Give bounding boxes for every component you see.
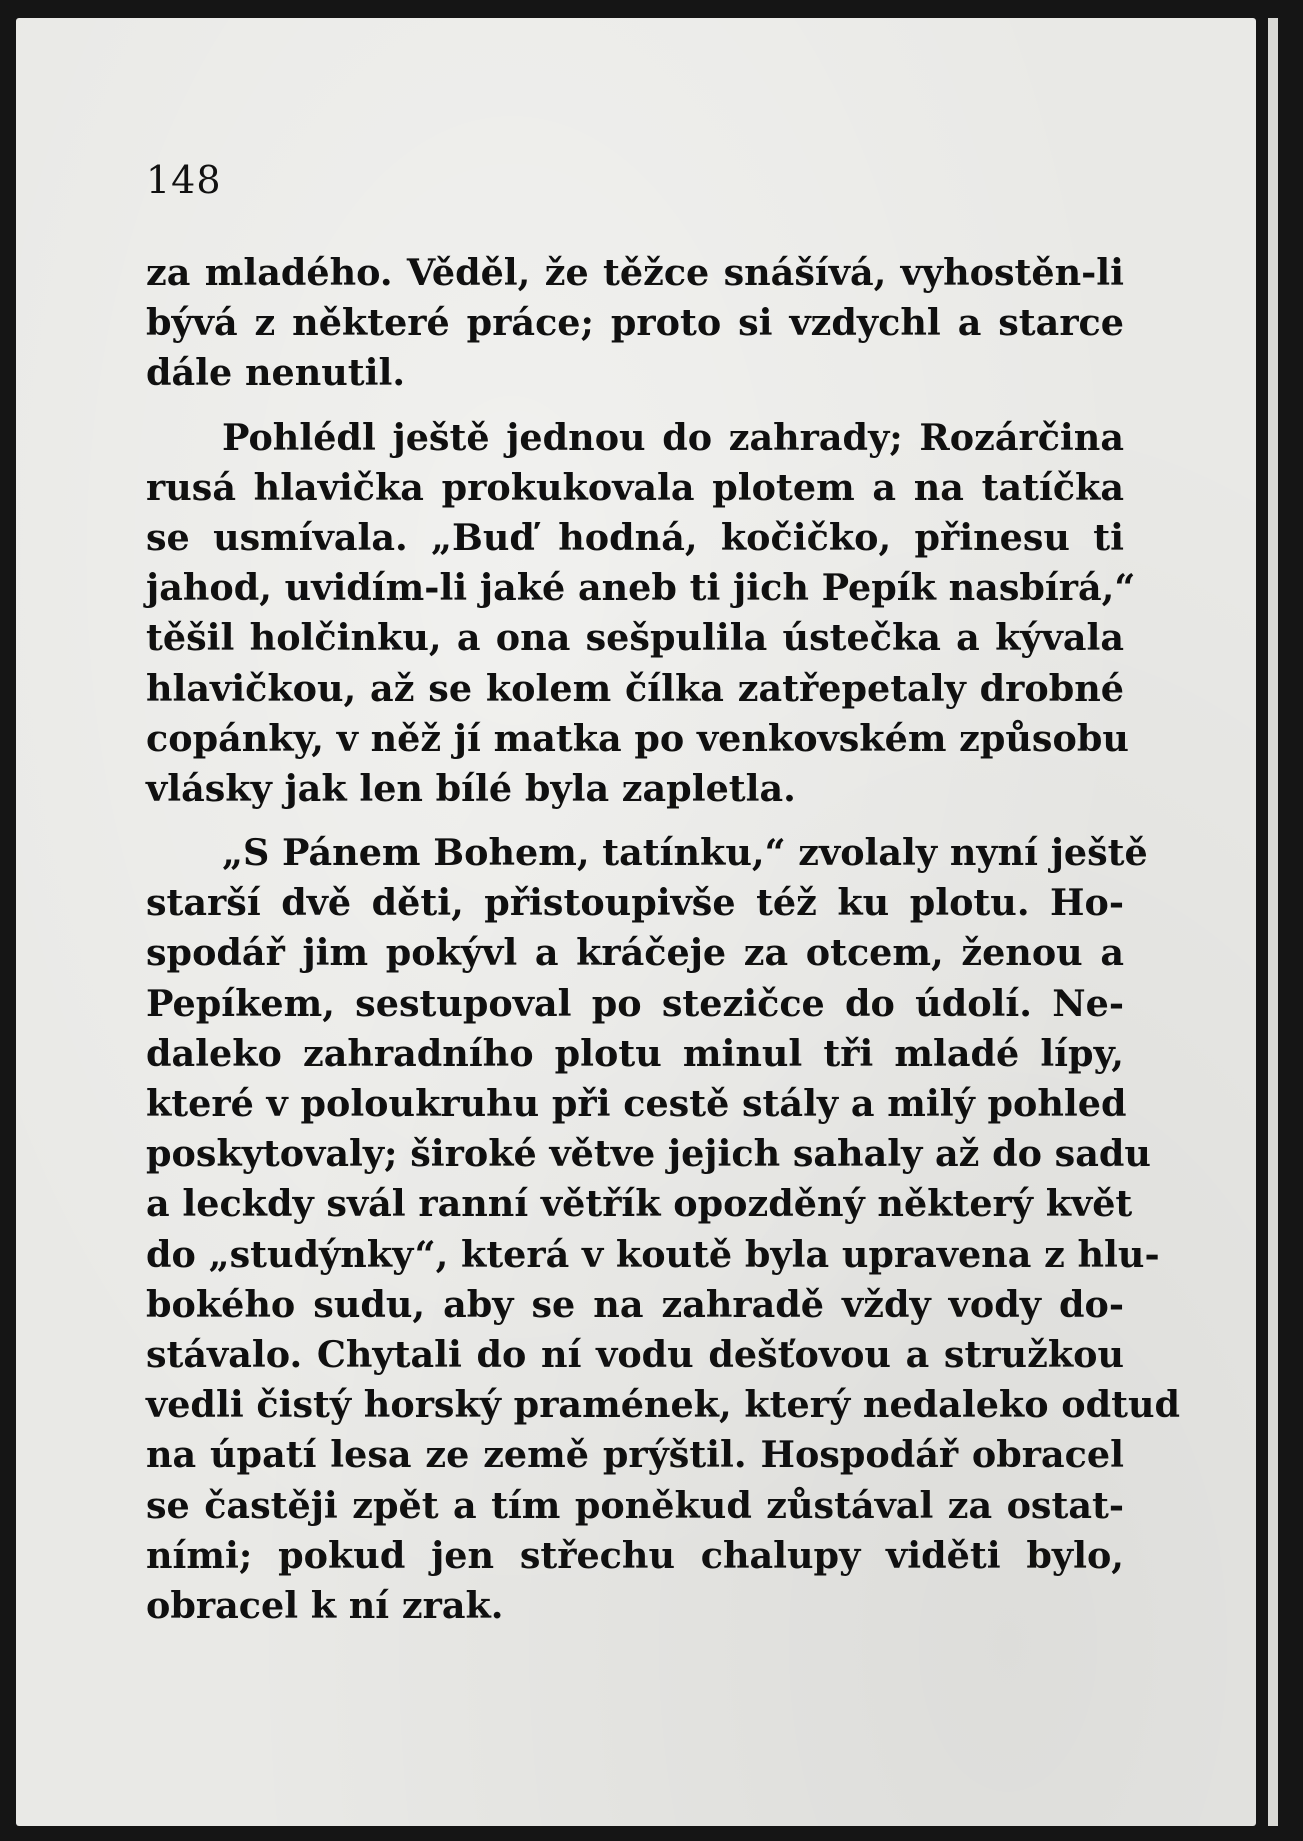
- paragraph-2: [146, 413, 1136, 815]
- text-line: vedli čistý horský pramének, který nedaleko odtud: [146, 1383, 1181, 1427]
- text-line: poskytovaly; široké větve jejich sahaly až do sadu: [146, 1132, 1151, 1176]
- text-line: bokého sudu, aby se na zahradě vždy vody do-: [146, 1282, 1124, 1326]
- text-line: daleko zahradního plotu minul tři mladé lípy,: [146, 1031, 1124, 1075]
- text-line: obracel k ní zrak.: [146, 1583, 504, 1627]
- adjacent-page-edge: [1268, 18, 1278, 1826]
- text-line: Pohlédl ještě jednou do zahrady; Rozárčina: [222, 415, 1124, 459]
- text-line: vlásky jak len bílé byla zapletla.: [146, 766, 796, 810]
- text-line: bývá z některé práce; proto si vzdychl a starce: [146, 301, 1124, 345]
- paragraph-1: [146, 248, 1124, 399]
- text-line: rusá hlavička prokukovala plotem a na tatíčka: [146, 465, 1124, 509]
- text-line: na úpatí lesa ze země prýštil. Hospodář obracel: [146, 1433, 1124, 1477]
- text-line: za mladého. Věděl, že těžce snášívá, vyhostěn-li: [146, 251, 1124, 294]
- text-line: „S Pánem Bohem, tatínku,“ zvolaly nyní ještě: [222, 831, 1148, 875]
- text-line: a leckdy svál ranní větřík opozděný některý květ: [146, 1182, 1133, 1226]
- text-line: se usmívala. „Buď hodná, kočičko, přinesu ti: [146, 515, 1124, 559]
- text-line: ními; pokud jen střechu chalupy viděti bylo,: [146, 1533, 1124, 1577]
- text-line: hlavičkou, až se kolem čílka zatřepetaly drobné: [146, 666, 1124, 710]
- text-line: spodář jim pokývl a kráčeje za otcem, ženou a: [146, 931, 1124, 975]
- paragraph-3: [146, 828, 1181, 1631]
- page-number: 148: [146, 158, 222, 202]
- text-line: se častěji zpět a tím poněkud zůstával za ostat-: [146, 1483, 1124, 1527]
- text-line: Pepíkem, sestupoval po stezičce do údolí. Ne-: [146, 981, 1124, 1025]
- text-line: jahod, uvidím-li jaké aneb ti jich Pepík nasbírá,“: [146, 566, 1136, 610]
- text-line: do „studýnky“, která v koutě byla upravena z hlu-: [146, 1232, 1160, 1276]
- text-line: které v poloukruhu při cestě stály a milý pohled: [146, 1082, 1127, 1125]
- text-line: starší dvě děti, přistoupivše též ku plotu. Ho-: [146, 881, 1124, 925]
- text-line: copánky, v něž jí matka po venkovském způsobu: [146, 716, 1129, 760]
- text-line: těšil holčinku, a ona sešpulila ústečka a kývala: [146, 616, 1124, 660]
- text-line: dále nenutil.: [146, 351, 406, 395]
- body-text: [146, 248, 1181, 1631]
- text-line: stávalo. Chytali do ní vodu dešťovou a stružkou: [146, 1332, 1124, 1376]
